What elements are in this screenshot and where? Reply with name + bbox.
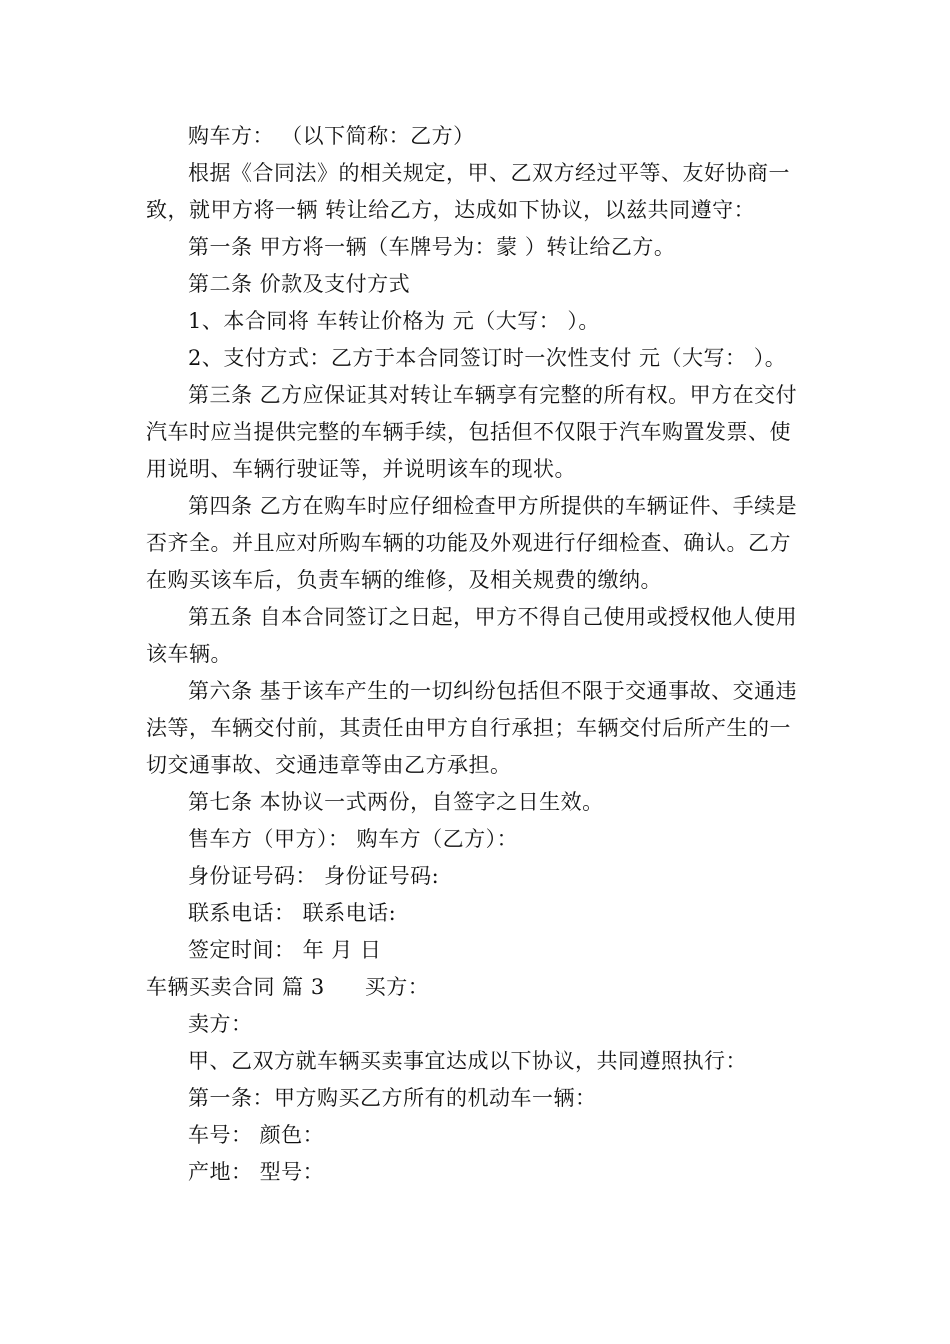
signature-date: 签定时间： 年 月 日: [188, 938, 382, 962]
signature-id-numbers: 身份证号码： 身份证号码:: [188, 864, 440, 888]
signature-phones: 联系电话： 联系电话:: [188, 901, 397, 925]
section-heading-line: [146, 969, 810, 1006]
paragraph-article-1: 第一条 甲方将一辆（车牌号为：蒙 ）转让给乙方。: [188, 235, 676, 259]
paragraph-article-3: 第三条 乙方应保证其对转让车辆享有完整的所有权。甲方在交付汽车时应当提供完整的车辆手续，包括但不仅限于汽车购置发票、使用说明、车辆行驶证等，并说明该车的现状。: [146, 383, 798, 481]
section-buyer-label: 买方：: [364, 975, 430, 999]
paragraph-article-2: 第二条 价款及支付方式: [188, 272, 411, 296]
paragraph-payment: 2、支付方式：乙方于本合同签订时一次性支付 元（大写： ）。: [188, 346, 787, 370]
paragraph-seller: 卖方：: [188, 1012, 253, 1036]
section-heading: 车辆买卖合同 篇 3: [146, 975, 325, 999]
paragraph-article-5: 第五条 自本合同签订之日起，甲方不得自己使用或授权他人使用该车辆。: [146, 605, 798, 666]
paragraph-article-7: 第七条 本协议一式两份，自签字之日生效。: [188, 790, 604, 814]
paragraph-article-6: 第六条 基于该车产生的一切纠纷包括但不限于交通事故、交通违法等，车辆交付前，其责任由甲方自行承担；车辆交付后所产生的一切交通事故、交通违章等由乙方承担。: [146, 679, 798, 777]
paragraph-plate-color: 车号： 颜色：: [188, 1123, 325, 1147]
paragraph-price: 1、本合同将 车转让价格为 元（大写： ）。: [188, 309, 600, 333]
document-body: [146, 118, 810, 1191]
paragraph-article-4: 第四条 乙方在购车时应仔细检查甲方所提供的车辆证件、手续是否齐全。并且应对所购车辆的功能及外观进行仔细检查、确认。乙方在购买该车后，负责车辆的维修，及相关规费的缴纳。: [146, 494, 798, 592]
paragraph-preamble: 根据《合同法》的相关规定，甲、乙双方经过平等、友好协商一致，就甲方将一辆 转让给乙方，达成如下协议，以兹共同遵守：: [146, 161, 790, 222]
paragraph-origin-model: 产地： 型号：: [188, 1160, 325, 1184]
signature-parties: 售车方（甲方）： 购车方（乙方）：: [188, 827, 519, 851]
paragraph-clause-1: 第一条：甲方购买乙方所有的机动车一辆：: [188, 1086, 597, 1110]
paragraph-agreement: 甲、乙双方就车辆买卖事宜达成以下协议，共同遵照执行：: [188, 1049, 747, 1073]
paragraph-buyer: 购车方： （以下简称：乙方）: [188, 124, 475, 148]
